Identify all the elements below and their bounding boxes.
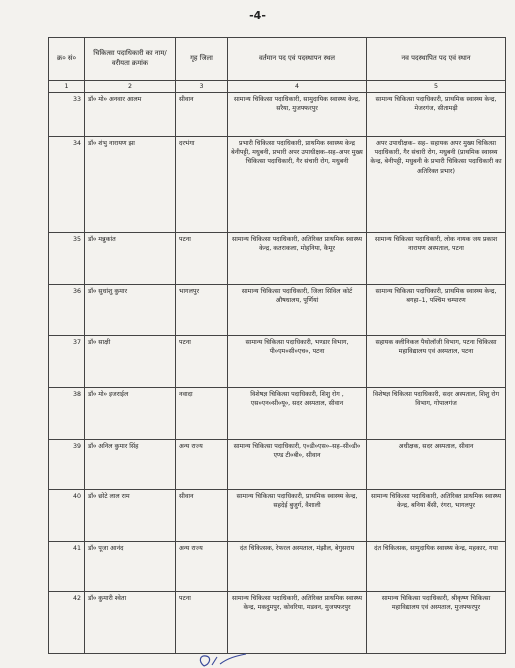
header-row [49, 38, 506, 81]
handwritten-mark [190, 652, 250, 668]
name-cell: डॉ० मन्नुकांत [85, 233, 176, 285]
current-post-cell: दंत चिकित्सक, रेफरल अस्पताल, मंझौल, बेगुसराय [228, 542, 367, 592]
new-post-cell: सामान्य चिकित्सा पदाधिकारी, श्रीकृष्ण चिकित्सा महाविद्यालय एवं अस्पताल, मुजफ्फरपुर [367, 592, 506, 654]
current-post-cell: सामान्य चिकित्सा पदाधिकारी, अतिरिक्त प्राथमिक स्वास्थ्य केन्द्र, मकदुमपुर, कोवरिया, मडवन, मुजफ्फरपुर [228, 592, 367, 654]
table-row [49, 542, 506, 592]
new-post-cell: दंत चिकित्सक, सामुदायिक स्वास्थ्य केन्द्र, महकार, गया [367, 542, 506, 592]
current-post-cell: सामान्य चिकित्सा पदाधिकारी, प्राथमिक स्वास्थ्य केन्द्र, सहदेई बुजुर्ग, वैशाली [228, 490, 367, 542]
new-post-cell: सामान्य चिकित्सा पदाधिकारी, लोक नायक जय प्रकाश नारायण अस्पताल, पटना [367, 233, 506, 285]
serial-cell: 41 [49, 542, 85, 592]
column-number: 5 [367, 81, 506, 93]
current-post-cell: सामान्य चिकित्सा पदाधिकारी, जिला सिविल कोर्ट औषधालय, पूर्णियां [228, 285, 367, 336]
posting-table [48, 37, 506, 654]
home-district-cell: पटना [176, 336, 228, 388]
new-post-cell: अधीक्षक, सदर अस्पताल, सीवान [367, 440, 506, 490]
serial-cell: 35 [49, 233, 85, 285]
home-district-cell: अन्य राज्य [176, 542, 228, 592]
new-post-cell: अपर उपाधीक्षक– सह– सहायक अपर मुख्य चिकित्सा पदाधिकारी, गैर संचारी रोग, मधुबनी (प्राथमिक स्वास्थ्य केन्द्र, बेनीपट्टी, मधुबनी के प्रभारी चिकित्सा पदाधिकारी का अतिरिक्त प्रभार) [367, 137, 506, 233]
serial-cell: 39 [49, 440, 85, 490]
home-district-cell: दरभंगा [176, 137, 228, 233]
home-district-cell: पटना [176, 233, 228, 285]
header-current-post: वर्तमान पद एवं पदस्थापन स्थल [228, 38, 367, 81]
header-new-post: नव पदस्थापित पद एवं स्थान [367, 38, 506, 81]
new-post-cell: सामान्य चिकित्सा पदाधिकारी, अतिरिक्त प्राथमिक स्वास्थ्य केन्द्र, बनिया बैंसी, रंगरा, भागलपुर [367, 490, 506, 542]
page-number: -4- [249, 9, 266, 22]
current-post-cell: सामान्य चिकित्सा पदाधिकारी, अतिरिक्त प्राथमिक स्वास्थ्य केन्द्र, कतराकला, मोहनिया, कैमूर [228, 233, 367, 285]
name-cell: डॉ० सुधांशु कुमार [85, 285, 176, 336]
table-row [49, 93, 506, 137]
new-post-cell: विशेषज्ञ चिकित्सा पदाधिकारी, सदर अस्पताल, शिशु रोग विभाग, गोपालगंज [367, 388, 506, 440]
column-number: 3 [176, 81, 228, 93]
home-district-cell: भागलपुर [176, 285, 228, 336]
serial-cell: 36 [49, 285, 85, 336]
table-row [49, 233, 506, 285]
column-number: 4 [228, 81, 367, 93]
serial-cell: 42 [49, 592, 85, 654]
new-post-cell: सामान्य चिकित्सा पदाधिकारी, प्राथमिक स्वास्थ्य केन्द्र, मेजरगंज, सीतामढ़ी [367, 93, 506, 137]
table-row [49, 490, 506, 542]
column-number: 1 [49, 81, 85, 93]
current-post-cell: सामान्य चिकित्सा पदाधिकारी, भण्डार विभाग, पी०एम०सी०एच०, पटना [228, 336, 367, 388]
serial-cell: 34 [49, 137, 85, 233]
serial-cell: 37 [49, 336, 85, 388]
header-serial: क्र० सं० [49, 38, 85, 81]
column-number: 2 [85, 81, 176, 93]
name-cell: डॉ० अनिल कुमार सिंह [85, 440, 176, 490]
current-post-cell: विशेषज्ञ चिकित्सा पदाधिकारी, शिशु रोग , एस०एन०सी०यू०, सदर अस्पताल, सीवान [228, 388, 367, 440]
name-cell: डॉ० छोटे लाल राम [85, 490, 176, 542]
home-district-cell: अन्य राज्य [176, 440, 228, 490]
table-row [49, 336, 506, 388]
home-district-cell: पटना [176, 592, 228, 654]
home-district-cell: सीवान [176, 93, 228, 137]
home-district-cell: सीवान [176, 490, 228, 542]
serial-cell: 33 [49, 93, 85, 137]
header-home-district: गृह जिला [176, 38, 228, 81]
name-cell: डॉ० मो० अनवार आलम [85, 93, 176, 137]
new-post-cell: सामान्य चिकित्सा पदाधिकारी, प्राथमिक स्वास्थ्य केन्द्र, बगहा–1, पश्चिम चम्पारण [367, 285, 506, 336]
name-cell: डॉ० पूजा आनंद [85, 542, 176, 592]
table-row [49, 137, 506, 233]
current-post-cell: सामान्य चिकित्सा पदाधिकारी, ए०डी०एस०–सह–सी०डी० एण्ड टी०बी०, सीवान [228, 440, 367, 490]
serial-cell: 38 [49, 388, 85, 440]
name-cell: डॉ० कुमारी श्वेता [85, 592, 176, 654]
table-row [49, 388, 506, 440]
serial-cell: 40 [49, 490, 85, 542]
name-cell: डॉ० साक्षी [85, 336, 176, 388]
new-post-cell: सहायक क्लीनिकल पैथोलॉजी विभाग, पटना चिकित्सा महाविद्यालय एवं अस्पताल, पटना [367, 336, 506, 388]
table-row [49, 285, 506, 336]
home-district-cell: नवादा [176, 388, 228, 440]
name-cell: डॉ० शंभु नारायण झा [85, 137, 176, 233]
current-post-cell: सामान्य चिकित्सा पदाधिकारी, सामुदायिक स्वास्थ्य केन्द्र, सरैया, मुजफ्फरपुर [228, 93, 367, 137]
column-number-row [49, 81, 506, 93]
table-row [49, 592, 506, 654]
header-name: चिकित्सा पदाधिकारी का नाम/वरीयता क्रमांक [85, 38, 176, 81]
current-post-cell: प्रभारी चिकित्सा पदाधिकारी, प्राथमिक स्वास्थ्य केन्द्र बेनीपट्टी, मधुबनी, प्रभारी अपर उपाधीक्षक–सह–अपर मुख्य चिकित्सा पदाधिकारी, गैर संचारी रोग, मधुबनी [228, 137, 367, 233]
name-cell: डॉ० मो० इजराईल [85, 388, 176, 440]
table-row [49, 440, 506, 490]
